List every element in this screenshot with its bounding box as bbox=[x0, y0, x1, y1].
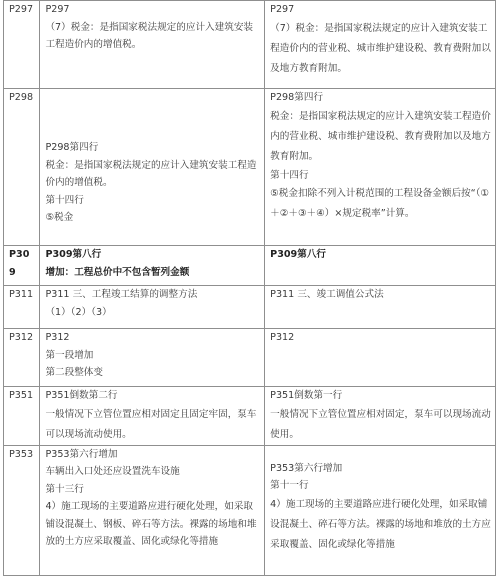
revised-line: P297 bbox=[270, 4, 295, 15]
revised-line: P298第四行 bbox=[270, 92, 324, 103]
page-cell bbox=[4, 89, 40, 246]
revised-line: P309第八行 bbox=[270, 249, 327, 260]
original-cell bbox=[40, 387, 265, 446]
page-number: P311 bbox=[9, 289, 34, 300]
table-row bbox=[4, 1, 496, 89]
original-line: ⑤税金 bbox=[45, 212, 74, 223]
page-number: P298 bbox=[9, 92, 34, 103]
original-line: 第十三行 bbox=[45, 483, 84, 495]
revised-line: （7）税金：是指国家税法规定的应计入建筑安装工程造价内的营业税、城市维护建设税、教育费附加以及地方教育附加。 bbox=[270, 22, 491, 74]
page-number: P297 bbox=[9, 4, 34, 15]
original-line: P312 bbox=[45, 332, 70, 343]
page-cell bbox=[4, 1, 40, 89]
revised-line: 税金：是指国家税法规定的应计入建筑安装工程造价内的营业税、城市维护建设税、教育费附加以及地方教育附加。 bbox=[270, 110, 491, 162]
page-cell bbox=[4, 445, 40, 575]
original-cell bbox=[40, 445, 265, 575]
revised-cell bbox=[265, 445, 496, 575]
original-line: 一般情况下立管位置应相对固定且固定牢固，泵车可以现场流动使用。 bbox=[45, 408, 257, 440]
revised-cell bbox=[265, 286, 496, 329]
revised-line: 第十四行 bbox=[270, 169, 309, 181]
table-row bbox=[4, 329, 496, 387]
revised-line: 第十一行 bbox=[270, 480, 309, 491]
revised-line: P351倒数第一行 bbox=[270, 390, 343, 401]
page-number: P309 bbox=[9, 249, 30, 278]
original-cell bbox=[40, 89, 265, 246]
erratum-table bbox=[3, 0, 496, 576]
original-line: 增加：工程总价中不包含暂列金额 bbox=[45, 266, 190, 278]
original-line: P351倒数第二行 bbox=[45, 390, 118, 401]
page-cell bbox=[4, 387, 40, 446]
revised-line: P312 bbox=[270, 332, 295, 343]
original-line: P298第四行 bbox=[45, 142, 99, 153]
original-line: 4）施工现场的主要道路应进行硬化处理，如采取铺设混凝土、钢板、碎石等方法。裸露的场地和堆放的土方应采取覆盖、固化或绿化等措施 bbox=[45, 501, 257, 547]
page-cell bbox=[4, 329, 40, 387]
original-line: P353第六行增加 bbox=[45, 448, 118, 460]
revised-line: P353第六行增加 bbox=[270, 462, 343, 474]
table-row bbox=[4, 246, 496, 286]
page-number: P353 bbox=[9, 448, 34, 460]
page-cell bbox=[4, 286, 40, 329]
original-line: P297 bbox=[45, 4, 70, 15]
revised-cell bbox=[265, 387, 496, 446]
original-line: 车辆出入口处还应设置洗车设施 bbox=[45, 466, 180, 477]
revised-cell bbox=[265, 1, 496, 89]
table-row bbox=[4, 387, 496, 446]
revised-cell bbox=[265, 329, 496, 387]
revised-cell bbox=[265, 246, 496, 286]
table-row bbox=[4, 89, 496, 246]
original-line: （1）（2）（3） bbox=[45, 306, 112, 318]
revised-line: 4）施工现场的主要道路应进行硬化处理，如采取铺设混凝土、碎石等方法。裸露的场地和堆放的土方应采取覆盖、固化或绿化等措施 bbox=[270, 498, 491, 550]
table-row bbox=[4, 445, 496, 575]
revised-line: P311 三、竣工调值公式法 bbox=[270, 289, 384, 300]
original-line: 第一段增加 bbox=[45, 349, 94, 361]
revised-line: 一般情况下立管位置应相对固定，泵车可以现场流动使用。 bbox=[270, 408, 491, 440]
page-cell bbox=[4, 246, 40, 286]
revised-line: ⑤税金扣除不列入计税范围的工程设备金额后按“（①＋②＋③＋④）×规定税率”计算。 bbox=[270, 188, 490, 219]
page-number: P351 bbox=[9, 390, 34, 401]
original-line: P311 三、工程竣工结算的调整方法 bbox=[45, 289, 198, 300]
original-cell bbox=[40, 286, 265, 329]
original-line: （7）税金：是指国家税法规定的应计入建筑安装工程造价内的增值税。 bbox=[45, 21, 254, 50]
original-line: 第二段整体变 bbox=[45, 367, 103, 378]
page-number: P312 bbox=[9, 332, 34, 343]
original-cell bbox=[40, 246, 265, 286]
revised-cell bbox=[265, 89, 496, 246]
original-line: 税金：是指国家税法规定的应计入建筑安装工程造价内的增值税。 bbox=[45, 159, 257, 188]
original-line: P309第八行 bbox=[45, 249, 102, 260]
original-line: 第十四行 bbox=[45, 194, 84, 206]
table-row bbox=[4, 286, 496, 329]
original-cell bbox=[40, 1, 265, 89]
original-cell bbox=[40, 329, 265, 387]
